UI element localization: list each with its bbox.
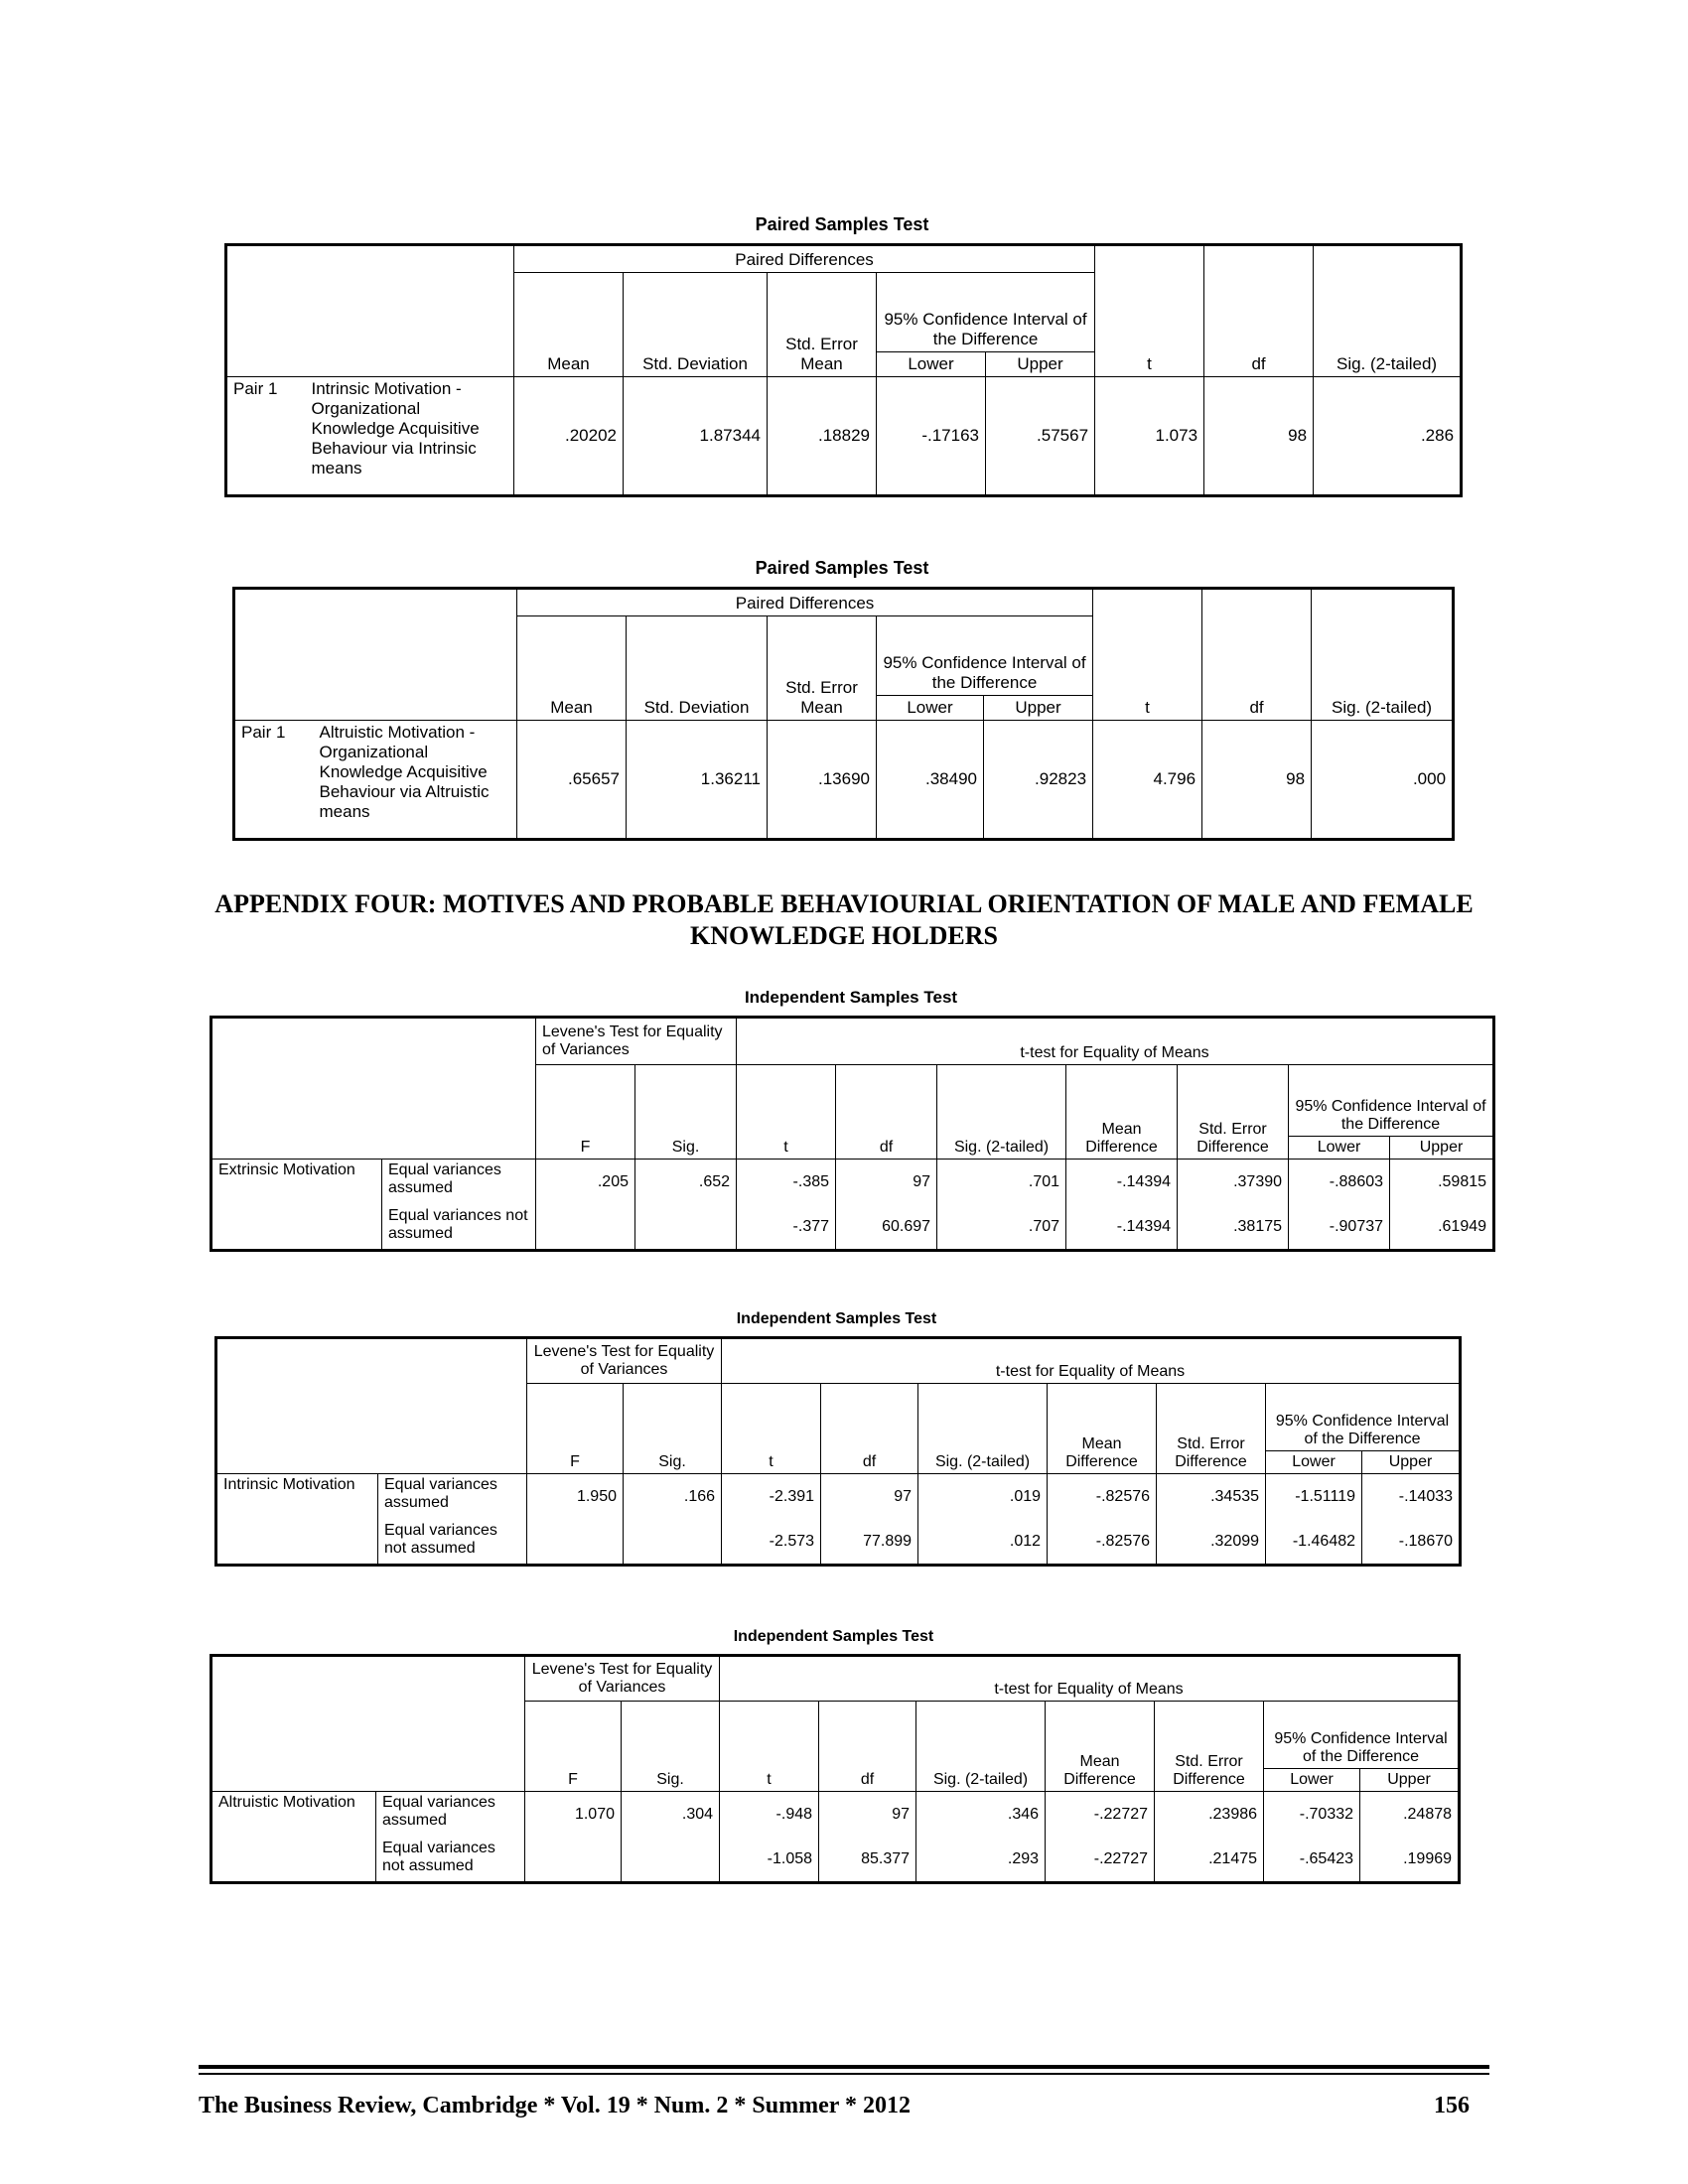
table-row: Extrinsic Motivation Equal variances assumed .205 .652 -.385 97 .701 -.14394 .37390 -.88603 .59815 xyxy=(211,1160,1494,1205)
independent-test-2 xyxy=(214,1310,1459,1567)
variable-label: Altruistic Motivation xyxy=(211,1792,376,1883)
col-lower: Lower xyxy=(877,352,986,377)
ci-header: 95% Confidence Interval of the Difference xyxy=(877,273,1095,352)
pair-label: Pair 1 xyxy=(234,721,314,840)
table-row: Equal variances not assumed -.377 60.697 .707 -.14394 .38175 -.90737 .61949 xyxy=(211,1205,1494,1251)
page-number: 156 xyxy=(1434,2093,1470,2118)
levene-header: Levene's Test for Equality of Variances xyxy=(536,1018,737,1065)
table-caption: Paired Samples Test xyxy=(755,214,929,234)
col-df: df xyxy=(1204,245,1314,377)
row-label: Altruistic Motivation - Organizational Knowledge Acquisitive Behaviour via Altruistic means xyxy=(314,721,517,840)
table-row: Intrinsic Motivation Equal variances assumed 1.950 .166 -2.391 97 .019 -.82576 .34535 -1.51119 -.14033 xyxy=(216,1474,1461,1520)
col-lower: Lower xyxy=(877,696,984,721)
page-footer xyxy=(199,2093,1489,2119)
ci-header: 95% Confidence Interval of the Difference xyxy=(877,616,1093,696)
table-caption: Independent Samples Test xyxy=(733,1628,934,1645)
col-std-dev: Std. Deviation xyxy=(627,616,768,721)
ttest-header: t-test for Equality of Means xyxy=(720,1656,1460,1702)
paired-differences-header: Paired Differences xyxy=(514,245,1095,273)
ci-header: 95% Confidence Interval of the Difference xyxy=(1289,1065,1494,1137)
paired-differences-header: Paired Differences xyxy=(517,589,1093,616)
table-row: Pair 1 Intrinsic Motivation - Organizational Knowledge Acquisitive Behaviour via Intrinsic means .20202 1.87344 .18829 -.17163 .57567 1.073 98 .286 xyxy=(226,377,1462,496)
col-t: t xyxy=(1093,589,1202,721)
ci-header: 95% Confidence Interval of the Difference xyxy=(1264,1702,1460,1769)
col-std-dev: Std. Deviation xyxy=(624,273,768,377)
journal-citation: The Business Review, Cambridge * Vol. 19 * Num. 2 * Summer * 2012 xyxy=(199,2093,911,2118)
footer-rule-thick xyxy=(199,2065,1489,2069)
independent-test-table: Levene's Test for Equality of Variances t-test for Equality of Means F Sig. t df Sig. (2-tailed) Mean Difference Std. Error Difference 95% Confidence Interval of the Difference Lower Upper Extrinsic Motivation Equal variances assumed .205 .652 -.385 97 .701 -.14394 .37390 -.88603 .59815 Equal variances not assumed -.377 60.697 .707 -.14394 .38175 -.90737 .61949 xyxy=(210,1016,1495,1252)
ttest-header: t-test for Equality of Means xyxy=(737,1018,1494,1065)
table-row: Altruistic Motivation Equal variances assumed 1.070 .304 -.948 97 .346 -.22727 .23986 -.70332 .24878 xyxy=(211,1792,1460,1838)
col-mean: Mean xyxy=(514,273,624,377)
col-mean: Mean xyxy=(517,616,627,721)
paired-test-2 xyxy=(232,558,1452,841)
independent-test-1 xyxy=(210,988,1492,1252)
levene-header: Levene's Test for Equality of Variances xyxy=(525,1656,720,1702)
table-caption: Paired Samples Test xyxy=(755,558,929,578)
col-std-err: Std. Error Mean xyxy=(768,616,877,721)
col-upper: Upper xyxy=(984,696,1093,721)
col-df: df xyxy=(1202,589,1312,721)
col-t: t xyxy=(1095,245,1204,377)
pair-label: Pair 1 xyxy=(226,377,306,496)
table-caption: Independent Samples Test xyxy=(744,988,958,1007)
col-sig: Sig. (2-tailed) xyxy=(1314,245,1462,377)
variable-label: Intrinsic Motivation xyxy=(216,1474,378,1566)
footer-rule-thin xyxy=(199,2073,1489,2075)
independent-test-3 xyxy=(210,1628,1458,1884)
ttest-header: t-test for Equality of Means xyxy=(722,1338,1461,1384)
independent-test-table: Levene's Test for Equality of Variances t-test for Equality of Means F Sig. t df Sig. (2-tailed) Mean Difference Std. Error Difference 95% Confidence Interval of the Difference Lower Upper Intrinsic Motivation Equal variances assumed 1.950 .166 -2.391 97 .019 -.82576 .34535 -1.51119 -.14033 Equal variances not assumed -2.573 77.899 .012 -.82576 .32099 -1.46482 -.18670 xyxy=(214,1336,1462,1567)
independent-test-table: Levene's Test for Equality of Variances t-test for Equality of Means F Sig. t df Sig. (2-tailed) Mean Difference Std. Error Difference 95% Confidence Interval of the Difference Lower Upper Altruistic Motivation Equal variances assumed 1.070 .304 -.948 97 .346 -.22727 .23986 -.70332 .24878 Equal variances not assumed -1.058 85.377 .293 -.22727 .21475 -.65423 .19969 xyxy=(210,1654,1461,1884)
ci-header: 95% Confidence Interval of the Difference xyxy=(1266,1384,1461,1451)
row-label: Intrinsic Motivation - Organizational Knowledge Acquisitive Behaviour via Intrinsic means xyxy=(306,377,514,496)
table-row: Pair 1 Altruistic Motivation - Organizational Knowledge Acquisitive Behaviour via Altruistic means .65657 1.36211 .13690 .38490 .92823 4.796 98 .000 xyxy=(234,721,1454,840)
table-caption: Independent Samples Test xyxy=(736,1310,937,1327)
paired-test-1 xyxy=(224,214,1460,497)
levene-header: Levene's Test for Equality of Variances xyxy=(527,1338,722,1384)
table-row: Equal variances not assumed -2.573 77.899 .012 -.82576 .32099 -1.46482 -.18670 xyxy=(216,1520,1461,1566)
table-row: Equal variances not assumed -1.058 85.377 .293 -.22727 .21475 -.65423 .19969 xyxy=(211,1838,1460,1883)
col-std-err: Std. Error Mean xyxy=(768,273,877,377)
col-sig: Sig. (2-tailed) xyxy=(1312,589,1454,721)
appendix-title: APPENDIX FOUR: MOTIVES AND PROBABLE BEHAVIOURIAL ORIENTATION OF MALE AND FEMALE KNOWLEDGE HOLDERS xyxy=(214,889,1474,950)
col-upper: Upper xyxy=(986,352,1095,377)
paired-test-table xyxy=(224,243,1463,497)
variable-label: Extrinsic Motivation xyxy=(211,1160,382,1251)
paired-test-table xyxy=(232,587,1455,841)
